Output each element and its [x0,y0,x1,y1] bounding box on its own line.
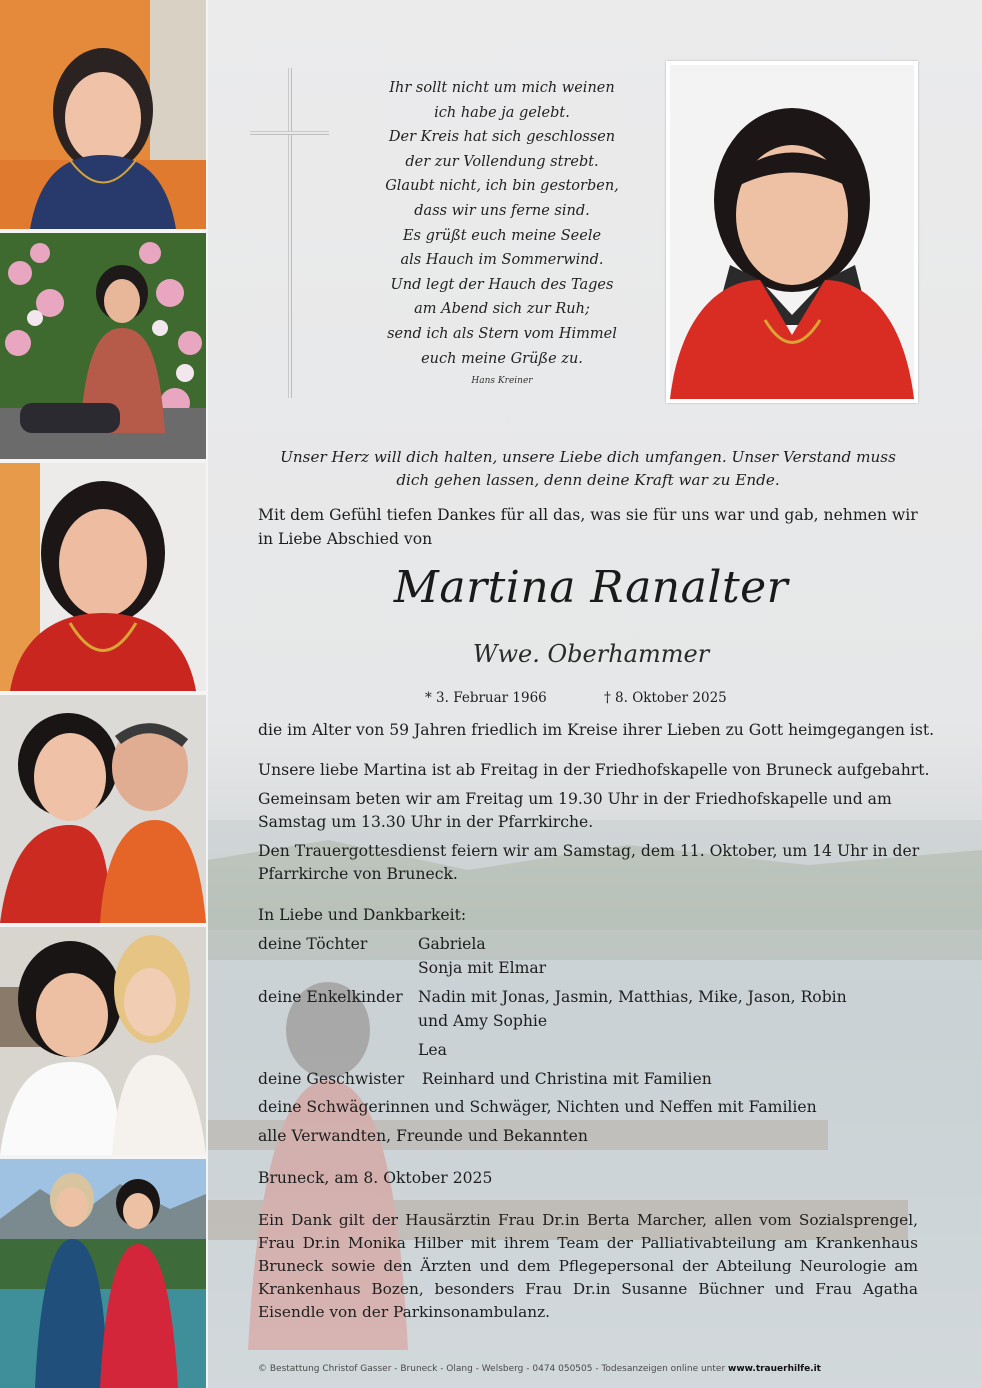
mourner-names: Reinhard und Christina mit Familien [422,1070,712,1088]
mourner-names: Sonja mit Elmar [418,959,547,977]
deceased-name: Martina Ranalter [393,562,789,613]
photo-two-women-lake [0,1159,206,1388]
footer-link[interactable]: www.trauerhilfe.it [728,1364,821,1374]
photo-woman-smiling [0,463,206,691]
poem-line: euch meine Grüße zu. [421,350,583,367]
photo-woman-flowers [0,233,206,459]
poem-line: Und legt der Hauch des Tages [390,276,614,293]
mourner-label-daughters: deine Töchter [258,935,368,953]
mourner-names: und Amy Sophie [418,1012,548,1030]
mourner-names: Lea [418,1041,447,1059]
mourners-heading: In Liebe und Dankbarkeit: [258,906,467,924]
quote-text: Unser Herz will dich halten, unsere Liebe dich umfangen. Unser Verstand muss dich gehen lassen, denn deine Kraft war zu Ende. [280,448,896,489]
footer-text: © Bestattung Christof Gasser - Bruneck - Olang - Welsberg - 0474 050505 - Todesanzeigen online unter [258,1364,726,1374]
poem [352,76,652,371]
poem-line: ich habe ja gelebt. [434,104,570,121]
announcement-line: Den Trauergottesdienst feiern wir am Samstag, dem 11. Oktober, um 14 Uhr in der [258,842,920,860]
photo-woman-with-young-woman [0,927,206,1155]
poem-author: Hans Kreiner [471,376,533,386]
announcement-line: Gemeinsam beten wir am Freitag um 19.30 Uhr in der Friedhofskapelle und am [258,790,892,808]
poem-line: Glaubt nicht, ich bin gestorben, [385,178,619,195]
portrait-photo [666,61,918,403]
thanks-paragraph: Ein Dank gilt der Hausärztin Frau Dr.in Berta Marcher, allen vom Sozialsprengel, Frau Dr.in Monika Hilber mit ihrem Team der Palliativabteilung am Krankenhaus Bruneck sowie den Ärzten und dem Pflegepersonal der Abteilung Neurologie am Krankenhaus Bozen, besonders Frau Dr.in Susanne Büchner und Frau Agatha Eisendle von der Parkinsonambulanz. [258,1211,918,1321]
poem-line: Der Kreis hat sich geschlossen [388,129,616,146]
birth-date: * 3. Februar 1966 [425,690,547,706]
widow-of: Wwe. Oberhammer [472,640,710,668]
announcement-line: Pfarrkirche von Bruneck. [258,865,458,883]
poem-line: Es grüßt euch meine Seele [402,227,602,244]
intro-line-1: Mit dem Gefühl tiefen Dankes für all das, was sie für uns war und gab, nehmen wir [258,506,918,524]
photo-woman-with-man [0,695,206,923]
photo-woman-portrait [0,0,206,229]
poem-line: der zur Vollendung strebt. [405,153,599,170]
death-date: † 8. Oktober 2025 [604,690,727,706]
poem-line: dass wir uns ferne sind. [414,202,590,219]
poem-line: send ich als Stern vom Himmel [387,325,617,342]
poem-line: Ihr sollt nicht um mich weinen [389,80,615,96]
mourner-label-grandchildren: deine Enkelkinder [258,988,403,1006]
photo-strip [0,0,208,1388]
footer [258,1364,858,1374]
mourner-label-siblings: deine Geschwister [258,1070,405,1088]
mourner-names: Nadin mit Jonas, Jasmin, Matthias, Mike, Jason, Robin [418,988,847,1006]
mourner-relatives: alle Verwandten, Freunde und Bekannten [258,1127,588,1145]
age-line: die im Alter von 59 Jahren friedlich im Kreise ihrer Lieben zu Gott heimgegangen ist. [258,721,935,739]
poem-line: am Abend sich zur Ruh; [414,301,590,318]
cross-symbol-vertical [288,68,292,398]
mourner-names: Gabriela [418,935,486,953]
place-date: Bruneck, am 8. Oktober 2025 [258,1169,493,1187]
announcement-line: Samstag um 13.30 Uhr in der Pfarrkirche. [258,813,594,831]
cross-symbol-horizontal [250,131,329,135]
announcement-line: Unsere liebe Martina ist ab Freitag in der Friedhofskapelle von Bruneck aufgebahrt. [258,761,930,779]
poem-line: als Hauch im Sommerwind. [400,252,604,269]
intro-line-2: in Liebe Abschied von [258,530,433,548]
mourner-inlaws: deine Schwägerinnen und Schwäger, Nichten und Neffen mit Familien [258,1098,817,1116]
